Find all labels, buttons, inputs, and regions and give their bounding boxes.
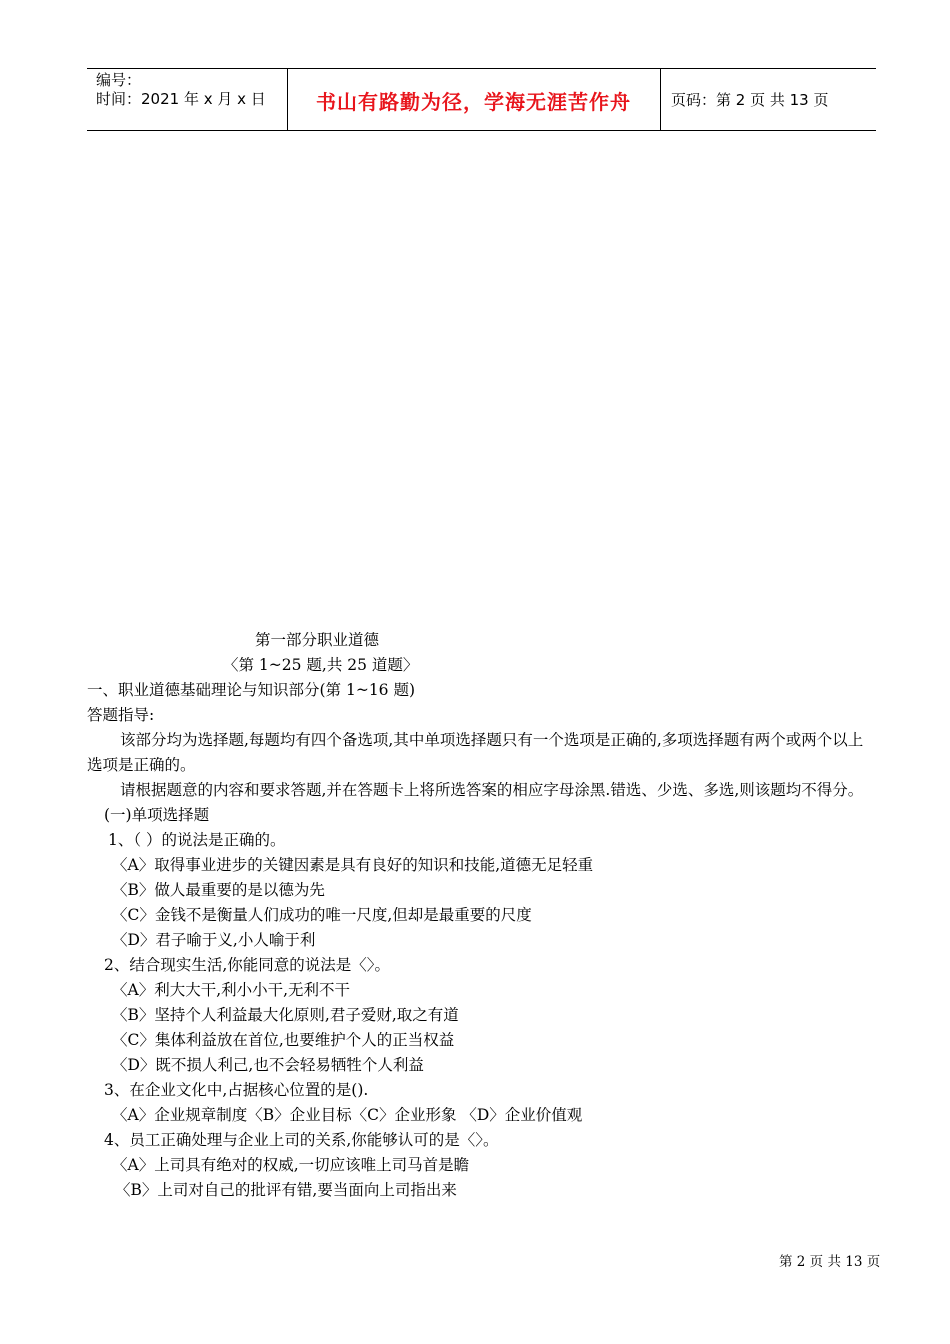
question-stem: 3、在企业文化中,占据核心位置的是(). [104, 1081, 369, 1099]
question-option: 〈A〉企业规章制度〈B〉企业目标〈C〉企业形象 〈D〉企业价值观 [112, 1106, 583, 1124]
document-body [87, 628, 877, 1203]
question-option: 〈A〉取得事业进步的关键因素是具有良好的知识和技能,道德无足轻重 [112, 856, 594, 874]
question-option: 〈B〉做人最重要的是以德为先 [112, 881, 325, 899]
guide-label: 答题指导: [87, 706, 155, 724]
page-header [87, 68, 876, 131]
single-choice-heading: (一)单项选择题 [104, 806, 210, 824]
question-option: 〈D〉君子喻于义,小人喻于利 [112, 931, 316, 949]
question-option: 〈A〉上司具有绝对的权威,一切应该唯上司马首是瞻 [112, 1156, 470, 1174]
header-motto: 书山有路勤为径，学海无涯苦作舟 [316, 90, 631, 114]
question-stem: 2、结合现实生活,你能同意的说法是〈〉。 [104, 956, 391, 974]
section-subtitle: 〈第 1~25 题,共 25 道题〉 [223, 656, 419, 674]
question-stem: 4、员工正确处理与企业上司的关系,你能够认可的是〈〉。 [104, 1131, 499, 1149]
part-heading: 一、职业道德基础理论与知识部分(第 1~16 题) [87, 681, 416, 699]
instruction-paragraph: 请根据题意的内容和要求答题,并在答题卡上将所选答案的相应字母涂黑.错选、少选、多选,则该题均不得分。 [120, 781, 864, 799]
question-option: 〈A〉利大大干,利小小干,无利不干 [112, 981, 351, 999]
question-option: 〈C〉集体利益放在首位,也要维护个人的正当权益 [112, 1031, 455, 1049]
question-option: 〈D〉既不损人利己,也不会轻易牺牲个人利益 [112, 1056, 424, 1074]
page-footer: 第 2 页 共 13 页 [779, 1254, 881, 1270]
question-option: 〈C〉金钱不是衡量人们成功的唯一尺度,但却是最重要的尺度 [112, 906, 532, 924]
question-option: 〈B〉坚持个人利益最大化原则,君子爱财,取之有道 [112, 1006, 459, 1024]
question-option: 〈B〉上司对自己的批评有错,要当面向上司指出来 [115, 1181, 457, 1199]
header-page-info: 页码：第 2 页 共 13 页 [671, 91, 829, 109]
question-stem: 1、（ ）的说法是正确的。 [108, 831, 286, 849]
header-meta [96, 71, 266, 109]
instruction-paragraph: 该部分均为选择题,每题均有四个备选项,其中单项选择题只有一个选项是正确的,多项选择题有两个或两个以上选项是正确的。 [87, 731, 864, 774]
header-divider [660, 69, 661, 130]
document-time-label: 时间：2021 年 x 月 x 日 [96, 90, 266, 108]
section-title: 第一部分职业道德 [255, 631, 380, 649]
document-number-label: 编号： [96, 71, 142, 89]
